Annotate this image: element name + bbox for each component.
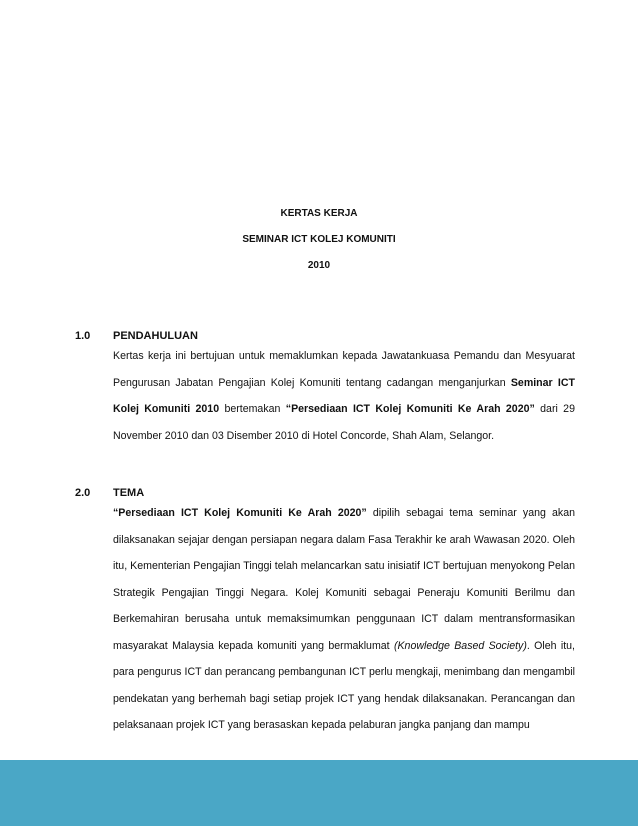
title-kertas-kerja: KERTAS KERJA	[280, 208, 358, 219]
section-number: 1.0	[75, 330, 91, 342]
section-paragraph: Kertas kerja ini bertujuan untuk memaklumkan kepada Jawatankuasa Pemandu dan Mesyuarat Pengurusan Jabatan Pengajian Kolej Komuniti tentang cadangan menganjurkan Seminar ICT Kolej Komuniti 2010 bertemakan “Persediaan ICT Kolej Komuniti Ke Arah 2020” dari 29 November 2010 dan 03 Disember 2010 di Hotel Concorde, Shah Alam, Selangor.	[113, 350, 575, 442]
title-seminar: SEMINAR ICT KOLEJ KOMUNITI	[242, 234, 396, 245]
bold-theme: “Persediaan ICT Kolej Komuniti Ke Arah 2020”	[285, 403, 535, 415]
title-year: 2010	[307, 260, 331, 271]
section-heading: PENDAHULUAN	[113, 330, 198, 342]
section-number: 2.0	[75, 487, 91, 499]
bold-theme: “Persediaan ICT Kolej Komuniti Ke Arah 2020”	[113, 507, 367, 519]
section-heading: TEMA	[113, 487, 145, 499]
italic-term: (Knowledge Based Society)	[393, 639, 527, 652]
title-block	[0, 208, 638, 286]
section-paragraph: “Persediaan ICT Kolej Komuniti Ke Arah 2020” dipilih sebagai tema seminar yang akan dilaksanakan sejajar dengan persiapan negara dalam Fasa Terakhir ke arah Wawasan 2020. Oleh itu, Kementerian Pengajian Tinggi telah melancarkan satu inisiatif ICT bertujuan menyokong Pelan Strategik Pengajian Tinggi Negara. Kolej Komuniti sebagai Peneraju Komuniti Berilmu dan Berkemahiran berusaha untuk memaksimumkan penggunaan ICT dalam mentransformasikan masyarakat Malaysia kepada komuniti yang bermaklumat (Knowledge Based Society). Oleh itu, para pengurus ICT dan perancang pembangunan ICT perlu mengkaji, menimbang dan mengambil pendekatan yang berhemah bagi setiap projek ICT yang hendak dilaksanakan. Perancangan dan pelaksanaan projek ICT yang berasaskan kepada pelaburan jangka panjang dan mampu	[113, 507, 575, 731]
bold-seminar-name: Seminar ICT Kolej Komuniti 2010	[113, 376, 575, 415]
footer-band	[0, 760, 638, 826]
